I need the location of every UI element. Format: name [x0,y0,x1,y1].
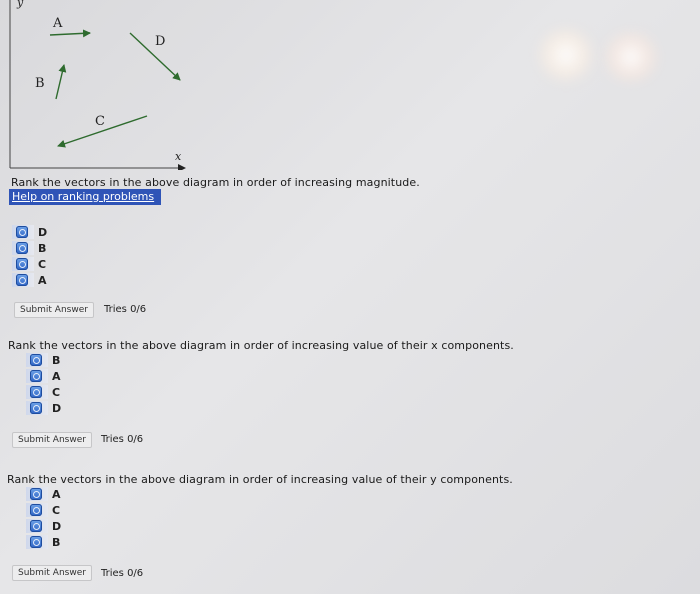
submit-answer-button-y-component[interactable]: Submit Answer [12,565,92,581]
drag-handle-icon[interactable] [30,504,42,516]
rank-item[interactable]: C [12,256,47,272]
rank-item[interactable]: D [12,224,47,240]
drag-handle-icon[interactable] [30,520,42,532]
vector-a [50,33,90,35]
vector-a-label: A [53,16,63,31]
drag-handle-icon[interactable] [16,274,28,286]
submit-answer-button-x-component[interactable]: Submit Answer [12,432,92,448]
question-y-component-prompt: Rank the vectors in the above diagram in order of increasing value of their y components. [7,473,513,486]
x-axis-label: x [175,150,182,163]
vector-c-label: C [95,114,105,129]
drag-handle-icon[interactable] [16,258,28,270]
rank-item[interactable]: A [12,272,47,288]
tries-counter-y-component: Tries 0/6 [101,568,144,579]
ranking-list-magnitude [12,224,47,288]
ranking-list-x-component [26,352,61,416]
rank-item[interactable]: B [26,534,61,550]
tries-counter-magnitude: Tries 0/6 [104,304,147,315]
drag-handle-icon[interactable] [30,488,42,500]
rank-item[interactable]: C [26,502,61,518]
question-magnitude-prompt: Rank the vectors in the above diagram in order of increasing magnitude. [11,176,420,189]
help-ranking-link[interactable]: Help on ranking problems [9,189,161,205]
drag-handle-icon[interactable] [30,370,42,382]
rank-item[interactable]: B [26,352,61,368]
ranking-list-y-component [26,486,61,550]
drag-handle-icon[interactable] [30,354,42,366]
vector-b-label: B [35,76,45,91]
tries-counter-x-component: Tries 0/6 [101,434,144,445]
drag-handle-icon[interactable] [16,226,28,238]
drag-handle-icon[interactable] [30,386,42,398]
rank-item[interactable]: D [26,518,61,534]
rank-item[interactable]: D [26,400,61,416]
question-x-component-prompt: Rank the vectors in the above diagram in order of increasing value of their x components. [8,339,514,352]
vector-b [56,65,64,99]
vector-d-label: D [155,34,166,49]
drag-handle-icon[interactable] [16,242,28,254]
y-axis-label: y [17,0,24,9]
rank-item[interactable]: A [26,486,61,502]
drag-handle-icon[interactable] [30,402,42,414]
submit-answer-button-magnitude[interactable]: Submit Answer [14,302,94,318]
drag-handle-icon[interactable] [30,536,42,548]
rank-item[interactable]: C [26,384,61,400]
rank-item[interactable]: A [26,368,61,384]
rank-item[interactable]: B [12,240,47,256]
vector-diagram [0,0,700,170]
